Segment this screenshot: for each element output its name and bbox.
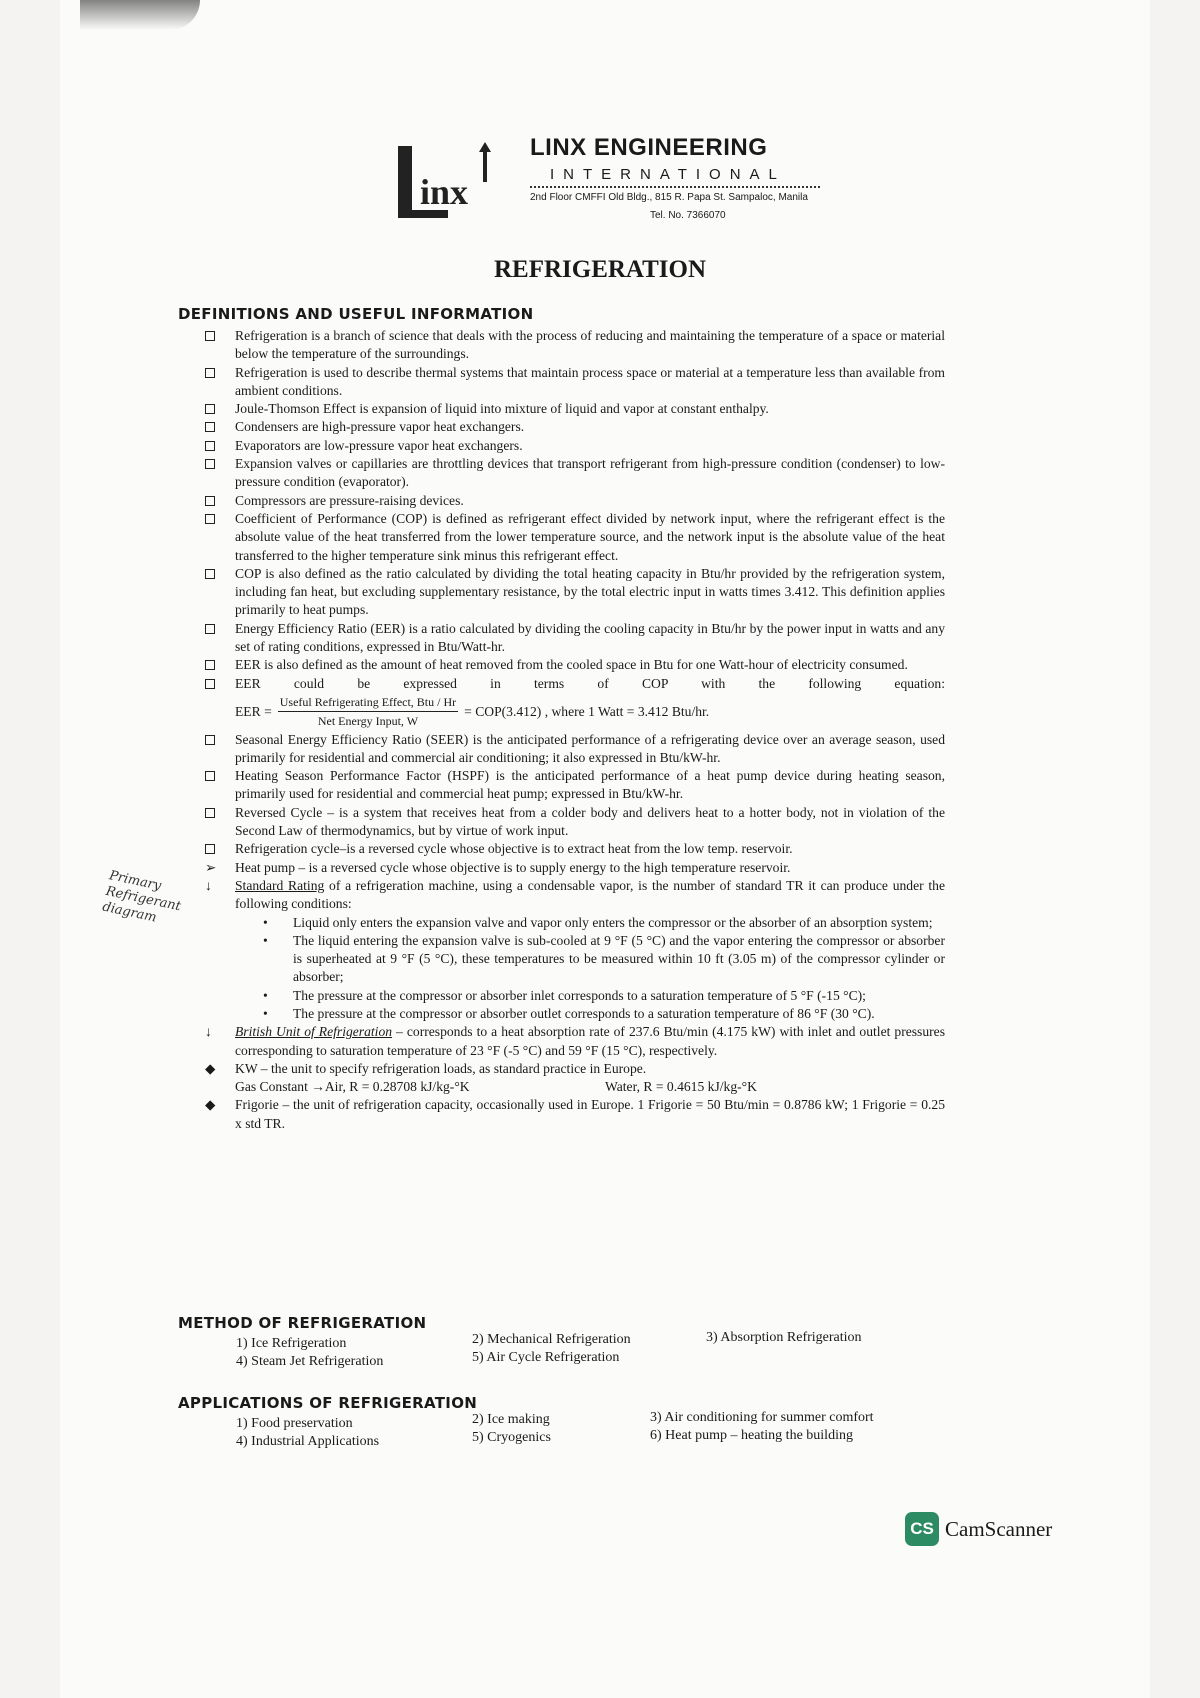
list-item: Heating Season Performance Factor (HSPF) is the anticipated performance of a heat pump device during heating season, primarily used for residential and commercial heat pump; expressed in Btu/kW-hr. xyxy=(205,767,945,804)
method-item: 3) Absorption Refrigeration xyxy=(706,1330,862,1345)
arrow-bullet-icon: ➢ xyxy=(205,859,217,875)
method-item: 1) Ice Refrigeration xyxy=(236,1336,347,1351)
condition-item: • The pressure at the compressor or absorber outlet corresponds to a saturation temperature of 86 °F (30 °C). xyxy=(293,1005,945,1023)
section-heading-applications: APPLICATIONS OF REFRIGERATION xyxy=(178,1394,478,1412)
application-item: 3) Air conditioning for summer comfort xyxy=(650,1410,874,1425)
checkbox-square-icon xyxy=(205,422,215,432)
camscanner-logo-icon: CS xyxy=(905,1512,939,1546)
checkbox-square-icon xyxy=(205,735,215,745)
method-item: 4) Steam Jet Refrigeration xyxy=(236,1354,384,1369)
bullet-icon: • xyxy=(263,932,268,948)
application-item: 4) Industrial Applications xyxy=(236,1434,380,1449)
checkbox-square-icon xyxy=(205,441,215,451)
bullet-icon: • xyxy=(263,987,268,1003)
bullet-icon: • xyxy=(263,1005,268,1021)
handwritten-note: Primary Refrigerant diagram xyxy=(101,868,183,926)
list-item: Energy Efficiency Ratio (EER) is a ratio calculated by dividing the cooling capacity in Btu/hr by the power input in watts and any set of rating conditions, expressed in Btu/Watt-hr. xyxy=(205,620,945,657)
list-item: Joule-Thomson Effect is expansion of liquid into mixture of liquid and vapor at constant enthalpy. xyxy=(205,400,945,418)
list-item-kw: ◆ KW – the unit to specify refrigeration loads, as standard practice in Europe. Gas Constant →Air, R = 0.28708 kJ/kg-°K Water, R = 0.4615 kJ/kg-°K xyxy=(205,1060,757,1095)
list-item: COP is also defined as the ratio calculated by dividing the total heating capacity in Btu/hr provided by the refrigeration system, including fan heat, but excluding supplementary resistance, by the total electric input in watts times 3.412. This definition applies primarily to heat pumps. xyxy=(205,565,945,620)
list-item: Condensers are high-pressure vapor heat exchangers. xyxy=(205,418,945,436)
camscanner-text: CamScanner xyxy=(945,1516,1053,1541)
list-item: EER is also defined as the amount of heat removed from the cooled space in Btu for one Watt-hour of electricity consumed. xyxy=(205,656,945,674)
checkbox-square-icon xyxy=(205,660,215,670)
linx-logo-icon xyxy=(390,138,520,222)
checkbox-square-icon xyxy=(205,844,215,854)
list-item: Evaporators are low-pressure vapor heat exchangers. xyxy=(205,437,945,455)
list-item: Coefficient of Performance (COP) is defined as refrigerant effect divided by network input, where the refrigerant effect is the absolute value of the heat transferred from the lower temperature source, and the network input is the absolute value of the heat transferred to the higher temperature sink minus this refrigerant effect. xyxy=(205,510,945,565)
definitions-list xyxy=(205,327,945,1133)
method-item: 5) Air Cycle Refrigeration xyxy=(472,1350,620,1365)
application-item: 6) Heat pump – heating the building xyxy=(650,1428,853,1443)
letterhead xyxy=(390,128,850,228)
conditions-list xyxy=(235,914,945,1024)
list-item: Expansion valves or capillaries are throttling devices that transport refrigerant from high-pressure condition (condenser) to low-pressure condition (evaporator). xyxy=(205,455,945,492)
checkbox-square-icon xyxy=(205,624,215,634)
method-item: 2) Mechanical Refrigeration xyxy=(472,1332,631,1347)
list-item: Reversed Cycle – is a system that receives heat from a colder body and delivers heat to a hotter body, not in violation of the Second Law of thermodynamics, but by virtue of work input. xyxy=(205,804,945,841)
scan-smudge xyxy=(80,0,200,30)
checkbox-square-icon xyxy=(205,496,215,506)
list-item-standard-rating: ↓ Standard Rating of a refrigeration machine, using a condensable vapor, is the number of standard TR it can produce under the following conditions: • Liquid only enters the expansion valve and vapor only enters the compressor or the absorber of an absorption system; • The liquid entering the expansion valve is sub-cooled at 9 °F (5 °C) and the vapor entering the compressor or absorber is superheated at 9 °F (5 °C), these temperatures to be measured within 10 ft (3.05 m) of the compressor cylinder or absorber; • The pressure at the compressor or absorber inlet corresponds to a saturation temperature of 5 °F (-15 °C); • The pressure at the compressor or absorber outlet corresponds to a saturation temperature of 86 °F (30 °C). xyxy=(205,877,945,1023)
bullet-icon: • xyxy=(263,914,268,930)
company-name: LINX ENGINEERING xyxy=(530,134,768,161)
list-item-frigorie: ◆ Frigorie – the unit of refrigeration capacity, occasionally used in Europe. 1 Frigorie = 50 Btu/min = 0.8786 kW; 1 Frigorie = 0.25 x std TR. xyxy=(205,1097,945,1131)
condition-item: • The pressure at the compressor or absorber inlet corresponds to a saturation temperature of 5 °F (-15 °C); xyxy=(293,987,945,1005)
section-heading-definitions: DEFINITIONS AND USEFUL INFORMATION xyxy=(178,305,534,323)
equation-fraction: $\frac{\text{Useful Refrigerating Effect, Btu / Hr}}{\text{Net Energy Input, W}}$ xyxy=(279,694,457,729)
checkbox-square-icon xyxy=(205,404,215,414)
checkbox-square-icon xyxy=(205,808,215,818)
checkbox-square-icon xyxy=(205,368,215,378)
arrow-down-bullet-icon: ↓ xyxy=(205,1024,212,1040)
camscanner-watermark xyxy=(905,1512,1052,1546)
arrow-down-bullet-icon: ↓ xyxy=(205,877,212,893)
application-item: 2) Ice making xyxy=(472,1412,550,1427)
divider xyxy=(530,186,820,188)
section-heading-methods: METHOD OF REFRIGERATION xyxy=(178,1314,427,1332)
list-item: Refrigeration is used to describe thermal systems that maintain process space or material at a temperature less than available from ambient conditions. xyxy=(205,364,945,401)
page-title: REFRIGERATION xyxy=(493,256,707,283)
list-item-british-unit: ↓ British Unit of Refrigeration – corresponds to a heat absorption rate of 237.6 Btu/min (4.175 kW) with inlet and outlet pressures corresponding to saturation temperature of 23 °F (-5 °C) and 59 °F (15 °C), respectively. xyxy=(205,1024,945,1058)
list-item: Refrigeration cycle–is a reversed cycle whose objective is to extract heat from the low temp. reservoir. xyxy=(205,840,945,858)
checkbox-square-icon xyxy=(205,514,215,524)
application-item: 5) Cryogenics xyxy=(472,1430,551,1445)
list-item: ➢ Heat pump – is a reversed cycle whose objective is to supply energy to the high temperature reservoir. xyxy=(205,859,945,877)
checkbox-square-icon xyxy=(205,331,215,341)
company-address: 2nd Floor CMFFI Old Bldg., 815 R. Papa St. Sampaloc, Manila xyxy=(530,192,808,203)
diamond-bullet-icon: ◆ xyxy=(205,1060,216,1076)
list-item: Compressors are pressure-raising devices. xyxy=(205,492,945,510)
checkbox-square-icon xyxy=(205,771,215,781)
diamond-bullet-icon: ◆ xyxy=(205,1097,216,1113)
checkbox-square-icon xyxy=(205,459,215,469)
checkbox-square-icon xyxy=(205,679,215,689)
condition-item: • Liquid only enters the expansion valve and vapor only enters the compressor or the absorber of an absorption system; xyxy=(293,914,945,932)
company-tel: Tel. No. 7366070 xyxy=(650,210,726,221)
application-item: 1) Food preservation xyxy=(236,1416,353,1431)
list-item-eer-equation: EER could be expressed in terms of COP with the following equation: EER = $\frac{\text{Useful Refrigerating Effect, Btu / Hr}}{\text{Net Energy Input, W}}$ = COP(3.412) , where 1 Watt = 3.412 Btu/hr. xyxy=(205,675,945,731)
list-item: Seasonal Energy Efficiency Ratio (SEER) is the anticipated performance of a refrigerating device over an average season, used primarily for residential and commercial air conditioning; it also expressed in Btu/kW-hr. xyxy=(205,731,945,768)
eer-equation: EER = $\frac{\text{Useful Refrigerating Effect, Btu / Hr}}{\text{Net Energy Input, W}}$ = COP(3.412) , where 1 Watt = 3.412 Btu/hr. xyxy=(235,693,945,731)
svg-text:inx: inx xyxy=(420,172,469,212)
company-subtitle: INTERNATIONAL xyxy=(550,166,786,183)
list-item: Refrigeration is a branch of science that deals with the process of reducing and maintaining the temperature of a space or material below the temperature of the surroundings. xyxy=(205,327,945,364)
condition-item: • The liquid entering the expansion valve is sub-cooled at 9 °F (5 °C) and the vapor entering the compressor or absorber is superheated at 9 °F (5 °C), these temperatures to be measured within 10 ft (3.05 m) of the compressor cylinder or absorber; xyxy=(263,932,945,985)
checkbox-square-icon xyxy=(205,569,215,579)
